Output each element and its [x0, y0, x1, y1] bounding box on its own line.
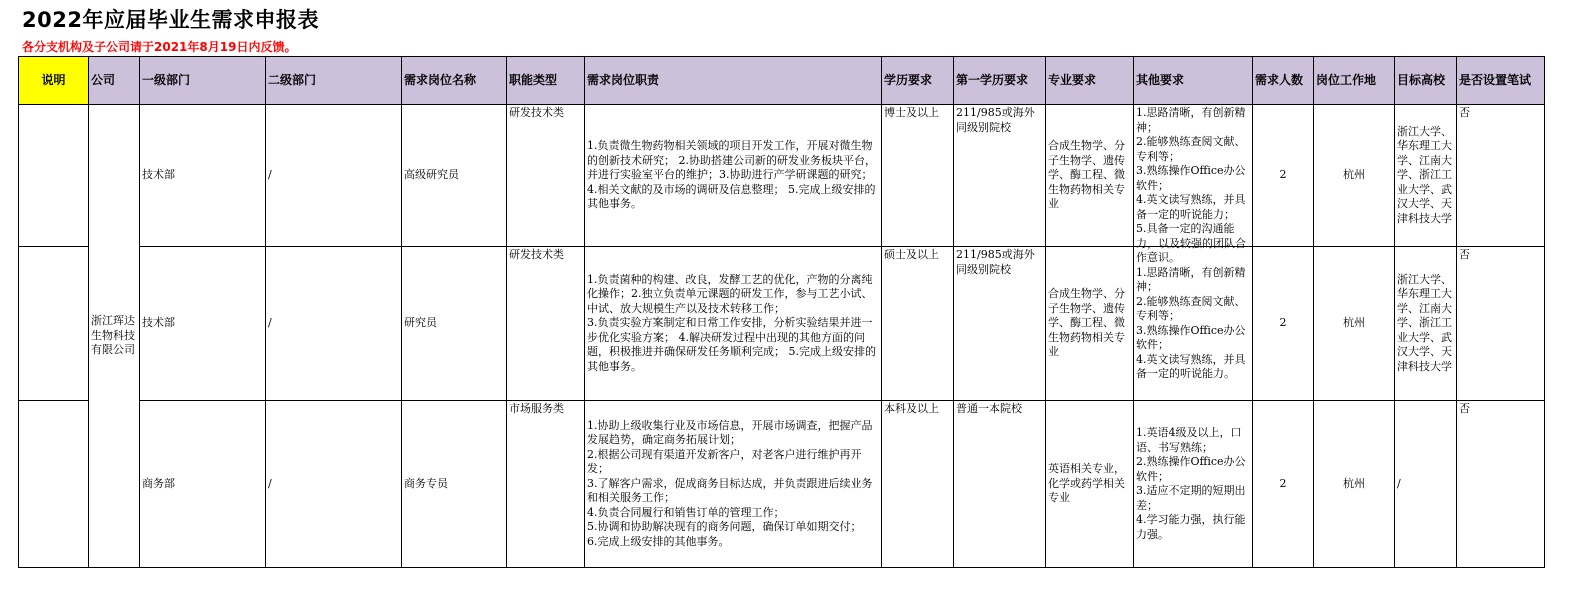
education-cell: 本科及以上: [882, 401, 954, 568]
schools-cell: 浙江大学、华东理工大学、江南大学、浙江工业大学、武汉大学、天津科技大学: [1395, 247, 1457, 401]
header-written-test: 是否设置笔试: [1457, 57, 1545, 105]
table-row: [19, 105, 1545, 247]
header-company: 公司: [89, 57, 140, 105]
major-cell: 英语相关专业，化学或药学相关专业: [1046, 401, 1134, 568]
table-row: [19, 247, 1545, 401]
text-line: 4.英文读写熟练，并具备一定的听说能力。: [1136, 352, 1246, 380]
text-line: 6.完成上级安排的其他事务。: [587, 534, 730, 548]
dept1-cell: 技术部: [140, 247, 266, 401]
first-degree-cell: 普通一本院校: [954, 401, 1046, 568]
note-cell: [19, 247, 89, 401]
header-count: 需求人数: [1253, 57, 1314, 105]
text-line: 4.英文读写熟练，并具备一定的听说能力；: [1136, 193, 1246, 221]
header-job-type: 职能类型: [507, 57, 585, 105]
duties-cell: [585, 247, 882, 401]
major-cell: 合成生物学、分子生物学、遗传学、酶工程、微生物药物相关专业: [1046, 247, 1134, 401]
dept1-cell: 商务部: [140, 401, 266, 568]
count-cell: 2: [1253, 401, 1314, 568]
text-line: 3.负责实验方案制定和日常工作安排，分析实验结果并进一步优化实验方案； 4.解决研发过程中出现的其他方面的问题，积极推进并确保研发任务顺利完成； 5.完成上级安排的其他事务。: [587, 316, 876, 373]
position-cell: 高级研究员: [402, 105, 507, 247]
text-line: 1.思路清晰，有创新精神；: [1136, 106, 1246, 134]
job-type-cell: 市场服务类: [507, 401, 585, 568]
duties-cell: [585, 105, 882, 247]
page-subtitle: 各分支机构及子公司请于2021年8月19日内反馈。: [22, 40, 297, 54]
dept2-cell: /: [266, 401, 402, 568]
text-line: 1.负责微生物药物相关领域的项目开发工作，开展对微生物的创新技术研究； 2.协助搭建公司新的研发业务板块平台，并进行实验室平台的维护；3.协助进行产学研课题的研究； 4.相关文献的及市场的调研及信息整理； 5.完成上级安排的其他事务。: [587, 139, 876, 211]
first-degree-cell: 211/985或海外同级别院校: [954, 247, 1046, 401]
header-schools: 目标高校: [1395, 57, 1457, 105]
note-cell: [19, 401, 89, 568]
first-degree-cell: 211/985或海外同级别院校: [954, 105, 1046, 247]
note-cell: [19, 105, 89, 247]
text-line: 3.熟练操作Office办公软件；: [1136, 164, 1246, 192]
header-note: 说明: [19, 57, 89, 105]
education-cell: 博士及以上: [882, 105, 954, 247]
header-dept1: 一级部门: [140, 57, 266, 105]
dept2-cell: /: [266, 247, 402, 401]
written-test-cell: 否: [1457, 105, 1545, 247]
location-cell: 杭州: [1314, 247, 1395, 401]
header-dept2: 二级部门: [266, 57, 402, 105]
text-line: 2.熟练操作Office办公软件；: [1136, 455, 1246, 483]
location-cell: 杭州: [1314, 401, 1395, 568]
schools-cell: /: [1395, 401, 1457, 568]
text-line: 1.负责菌种的构建、改良，发酵工艺的优化，产物的分离纯化操作；2.独立负责单元课题的研发工作，参与工艺小试、中试、放大规模生产以及技术转移工作；: [587, 272, 873, 315]
text-line: 3.了解客户需求，促成商务目标达成，并负责跟进后续业务和相关服务工作；: [587, 476, 873, 505]
other-text: [1136, 106, 1250, 264]
header-duties: 需求岗位职责: [585, 57, 882, 105]
other-text: [1136, 426, 1250, 542]
job-type-cell: 研发技术类: [507, 105, 585, 247]
other-text: [1136, 266, 1250, 382]
text-line: 5.协调和协助解决现有的商务问题，确保订单如期交付；: [587, 520, 862, 534]
location-cell: 杭州: [1314, 105, 1395, 247]
text-line: 5.具备一定的沟通能力，以及较强的团队合作意识。: [1136, 222, 1246, 264]
text-line: 4.负责合同履行和销售订单的管理工作；: [587, 505, 785, 519]
education-cell: 硕士及以上: [882, 247, 954, 401]
text-line: 3.熟练操作Office办公软件；: [1136, 323, 1246, 351]
text-line: 1.思路清晰，有创新精神；: [1136, 265, 1246, 293]
dept2-cell: /: [266, 105, 402, 247]
text-line: 3.适应不定期的短期出差；: [1136, 484, 1246, 512]
header-row: [19, 57, 1545, 105]
text-line: 2.能够熟练查阅文献、专利等；: [1136, 294, 1246, 322]
duties-text: [587, 419, 879, 550]
other-cell: [1134, 105, 1253, 264]
other-cell: [1134, 247, 1253, 401]
header-major: 专业要求: [1046, 57, 1134, 105]
major-cell: 合成生物学、分子生物学、遗传学、酶工程、微生物药物相关专业: [1046, 105, 1134, 247]
text-line: 2.能够熟练查阅文献、专利等；: [1136, 135, 1246, 163]
header-other: 其他要求: [1134, 57, 1253, 105]
schools-cell: 浙江大学、华东理工大学、江南大学、浙江工业大学、武汉大学、天津科技大学: [1395, 105, 1457, 247]
count-cell: 2: [1253, 105, 1314, 247]
page-title: 2022年应届毕业生需求申报表: [22, 8, 319, 32]
position-cell: 研究员: [402, 247, 507, 401]
duties-cell: [585, 401, 882, 568]
job-type-cell: 研发技术类: [507, 247, 585, 401]
duties-text: [587, 273, 879, 375]
text-line: 4.学习能力强，执行能力强。: [1136, 513, 1246, 541]
duties-text: [587, 139, 879, 212]
demand-table: [18, 56, 1545, 568]
text-line: 2.根据公司现有渠道开发新客户，对老客户进行维护再开发；: [587, 447, 862, 476]
header-education: 学历要求: [882, 57, 954, 105]
count-cell: 2: [1253, 247, 1314, 401]
table-row: [19, 401, 1545, 568]
text-line: 1.英语4级及以上，口语、书写熟练；: [1136, 426, 1242, 454]
written-test-cell: 否: [1457, 247, 1545, 401]
header-first-degree: 第一学历要求: [954, 57, 1046, 105]
position-cell: 商务专员: [402, 401, 507, 568]
company-cell: 浙江珲达生物科技有限公司: [89, 105, 140, 568]
dept1-cell: 技术部: [140, 105, 266, 247]
header-position: 需求岗位名称: [402, 57, 507, 105]
header-location: 岗位工作地: [1314, 57, 1395, 105]
text-line: 1.协助上级收集行业及市场信息，开展市场调查，把握产品发展趋势，确定商务拓展计划；: [587, 418, 873, 447]
written-test-cell: 否: [1457, 401, 1545, 568]
other-cell: [1134, 401, 1253, 568]
